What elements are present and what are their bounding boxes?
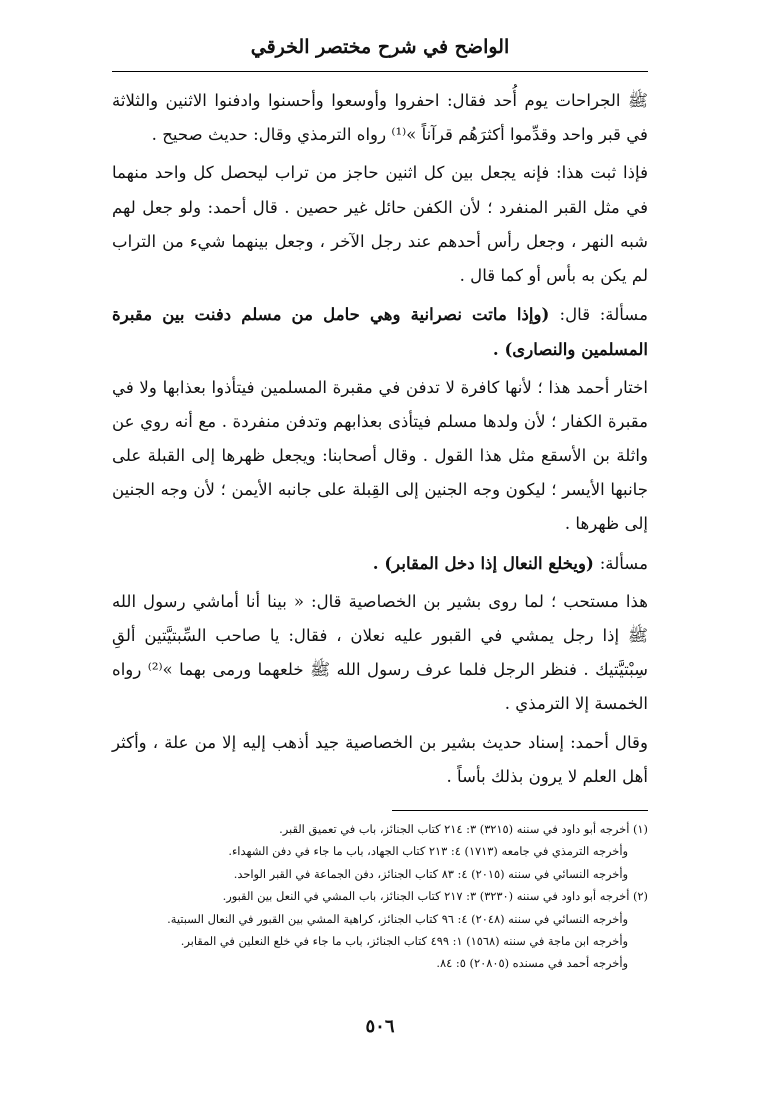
body-paragraph: ﷺ الجراحات يوم أُحد فقال: احفروا وأوسعوا وأحسنوا وادفنوا الاثنين والثلاثة في قبر واحد وقدِّموا أكثرَهُم قرآناً »⁽¹⁾ رواه الترمذي وقال: حديث صحيح . bbox=[112, 91, 648, 145]
footnote-line: وأخرجه النسائي في سننه (٢٠٤٨) ٤: ٩٦ كتاب الجنائز، كراهية المشي بين القبور في النعال السبتية. bbox=[167, 911, 628, 926]
issue-text: (وإذا ماتت نصرانية وهي حامل من مسلم دفنت بين مقبرة المسلمين والنصارى) . bbox=[112, 304, 648, 360]
body-paragraph: فإذا ثبت هذا: فإنه يجعل بين كل اثنين حاجز من تراب ليحصل كل واحد منهما في مثل القبر المنفرد ؛ لأن الكفن حائل غير حصين . قال أحمد: ولو جعل لهم شبه النهر ، وجعل رأس أحدهم عند رجل الآخر ، وجعل بينهما شيء من التراب لم يكن به بأس أو كما قال . bbox=[112, 163, 648, 286]
footnote-line: وأخرجه الترمذي في جامعه (١٧١٣) ٤: ٢١٣ كتاب الجهاد، باب ما جاء في دفن الشهداء. bbox=[228, 844, 628, 859]
body-paragraph: هذا مستحب ؛ لما روى بشير بن الخصاصية قال: « بينا أنا أماشي رسول الله ﷺ إذا رجل يمشي في القبور عليه نعلان ، فقال: يا صاحب السِّبتيَّتين ألقِ سِبْتيَّتيك . فنظر الرجل فلما عرف رسول الله ﷺ خلعهما ورمى بهما »⁽²⁾ رواه الخمسة إلا الترمذي . bbox=[112, 591, 648, 714]
footnote-line: (٢) أخرجه أبو داود في سننه (٣٢٣٠) ٣: ٢١٧ كتاب الجنائز، باب المشي في النعل بين القبور. bbox=[222, 889, 648, 904]
header-divider bbox=[112, 71, 648, 72]
issue-heading bbox=[112, 297, 648, 366]
footnote-divider bbox=[392, 810, 648, 811]
footnote-line: وأخرجه ابن ماجة في سننه (١٥٦٨) ١: ٤٩٩ كتاب الجنائز، باب ما جاء في خلع النعلين في المقابر. bbox=[180, 934, 628, 949]
footnote-line: وأخرجه أحمد في مسنده (٢٠٨٠٥) ٥: ٨٤. bbox=[436, 956, 628, 971]
issue-label: مسألة: bbox=[599, 553, 648, 573]
main-text bbox=[112, 84, 648, 794]
page-number: ٥٠٦ bbox=[365, 1016, 395, 1037]
issue-heading bbox=[112, 546, 648, 581]
footnote-line: (١) أخرجه أبو داود في سننه (٣٢١٥) ٣: ٢١٤ كتاب الجنائز، باب في تعميق القبر. bbox=[279, 822, 648, 836]
body-paragraph: وقال أحمد: إسناد حديث بشير بن الخصاصية جيد أذهب إليه إلا من علة ، وأكثر أهل العلم لا يرون بذلك بأساً . bbox=[112, 732, 648, 786]
issue-text: (ويخلع النعال إذا دخل المقابر) . bbox=[372, 552, 594, 573]
issue-label: مسألة: قال: bbox=[559, 305, 648, 325]
body-paragraph: اختار أحمد هذا ؛ لأنها كافرة لا تدفن في مقبرة المسلمين فيتأذوا بعذابها ولا في مقبرة الكفار ؛ لأن ولدها مسلم فيتأذى بعذابهم وتدفن منفردة . مع أنه روي عن واثلة بن الأسقع مثل هذا القول . وقال أصحابنا: ويجعل ظهرها إلى القبلة على جانبها الأيسر ؛ ليكون وجه الجنين إلى القِبلة على جانبه الأيمن ؛ لأن وجه الجنين إلى ظهرها . bbox=[112, 377, 648, 534]
running-header-title: الواضح في شرح مختصر الخرقي bbox=[250, 36, 510, 58]
footnotes bbox=[112, 818, 648, 975]
footnote-line: وأخرجه النسائي في سننه (٢٠١٥) ٤: ٨٣ كتاب الجنائز، دفن الجماعة في القبر الواحد. bbox=[233, 866, 628, 881]
